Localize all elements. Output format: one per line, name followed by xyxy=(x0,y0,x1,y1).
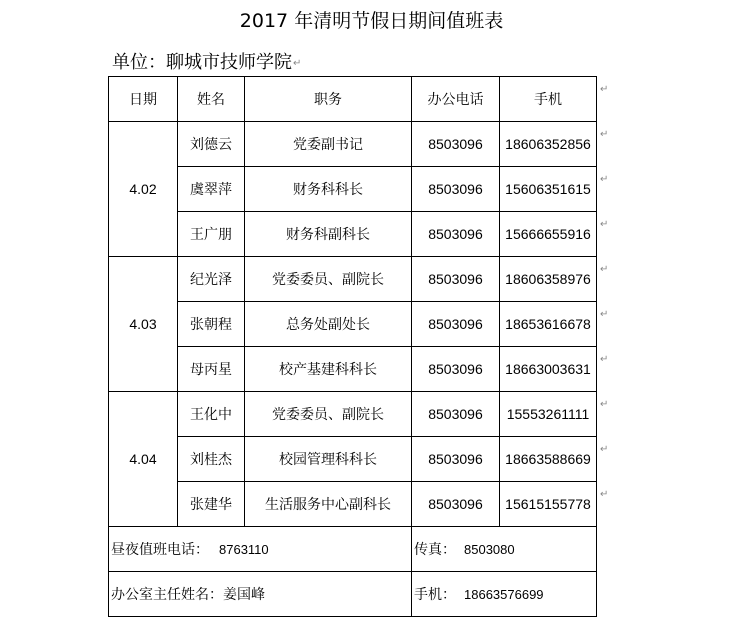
header-office-phone: 办公电话 xyxy=(412,77,500,122)
duty-table xyxy=(108,76,597,617)
office-phone-cell: 8503096 xyxy=(412,167,500,212)
name-cell: 刘桂杰 xyxy=(178,437,245,482)
row-end-marker: ↵ xyxy=(600,444,609,455)
row-end-marker: ↵ xyxy=(600,174,609,185)
mobile-cell: 18663588669 xyxy=(500,437,597,482)
mobile-cell: 18606352856 xyxy=(500,122,597,167)
header-date: 日期 xyxy=(109,77,178,122)
header-mobile: 手机 xyxy=(500,77,597,122)
name-cell: 王广朋 xyxy=(178,212,245,257)
name-cell: 刘德云 xyxy=(178,122,245,167)
date-cell: 4.04 xyxy=(109,392,178,527)
table-row xyxy=(109,122,597,167)
position-cell: 生活服务中心副科长 xyxy=(245,482,412,527)
duty-phone-label: 昼夜值班电话： xyxy=(111,542,209,558)
director-cell xyxy=(109,572,412,617)
table-row xyxy=(109,437,597,482)
mobile-cell: 15606351615 xyxy=(500,167,597,212)
office-phone-cell: 8503096 xyxy=(412,482,500,527)
footer-row-director xyxy=(109,572,597,617)
director-label: 办公室主任姓名： xyxy=(111,587,223,603)
duty-phone-value: 8763110 xyxy=(219,542,269,557)
table-row xyxy=(109,392,597,437)
position-cell: 党委委员、副院长 xyxy=(245,392,412,437)
office-phone-cell: 8503096 xyxy=(412,347,500,392)
name-cell: 张建华 xyxy=(178,482,245,527)
row-end-marker: ↵ xyxy=(600,219,609,230)
duty-phone-cell xyxy=(109,527,412,572)
position-cell: 校园管理科科长 xyxy=(245,437,412,482)
fax-cell xyxy=(412,527,597,572)
mobile-cell: 18606358976 xyxy=(500,257,597,302)
office-phone-cell: 8503096 xyxy=(412,392,500,437)
office-phone-cell: 8503096 xyxy=(412,437,500,482)
page-title: 2017 年清明节假日期间值班表 xyxy=(239,10,504,32)
mobile-cell: 15553261111 xyxy=(500,392,597,437)
position-cell: 校产基建科科长 xyxy=(245,347,412,392)
position-cell: 总务处副处长 xyxy=(245,302,412,347)
unit-label: 单位：聊城市技师学院↵ xyxy=(112,52,302,73)
row-end-marker: ↵ xyxy=(600,309,609,320)
table-row xyxy=(109,167,597,212)
mobile-cell: 15666655916 xyxy=(500,212,597,257)
mobile-cell: 15615155778 xyxy=(500,482,597,527)
fax-value: 8503080 xyxy=(464,542,515,557)
name-cell: 纪光泽 xyxy=(178,257,245,302)
director-name: 姜国峰 xyxy=(223,587,265,603)
director-mobile-value: 18663576699 xyxy=(464,587,544,602)
table-row xyxy=(109,212,597,257)
row-end-marker: ↵ xyxy=(600,84,609,95)
header-row xyxy=(109,77,597,122)
row-end-marker: ↵ xyxy=(600,399,609,410)
name-cell: 母丙星 xyxy=(178,347,245,392)
header-name: 姓名 xyxy=(178,77,245,122)
office-phone-cell: 8503096 xyxy=(412,257,500,302)
date-cell: 4.02 xyxy=(109,122,178,257)
table-row xyxy=(109,347,597,392)
director-mobile-cell xyxy=(412,572,597,617)
date-cell: 4.03 xyxy=(109,257,178,392)
position-cell: 财务科副科长 xyxy=(245,212,412,257)
office-phone-cell: 8503096 xyxy=(412,212,500,257)
mobile-cell: 18653616678 xyxy=(500,302,597,347)
table-row xyxy=(109,482,597,527)
footer-row-duty-phone xyxy=(109,527,597,572)
row-end-marker: ↵ xyxy=(600,129,609,140)
table-row xyxy=(109,257,597,302)
row-end-marker: ↵ xyxy=(600,354,609,365)
office-phone-cell: 8503096 xyxy=(412,302,500,347)
header-position: 职务 xyxy=(245,77,412,122)
position-cell: 党委副书记 xyxy=(245,122,412,167)
director-mobile-label: 手机： xyxy=(414,587,456,603)
name-cell: 虞翠萍 xyxy=(178,167,245,212)
mobile-cell: 18663003631 xyxy=(500,347,597,392)
fax-label: 传真： xyxy=(414,542,456,558)
name-cell: 张朝程 xyxy=(178,302,245,347)
table-row xyxy=(109,302,597,347)
office-phone-cell: 8503096 xyxy=(412,122,500,167)
row-end-marker: ↵ xyxy=(600,489,609,500)
position-cell: 财务科科长 xyxy=(245,167,412,212)
position-cell: 党委委员、副院长 xyxy=(245,257,412,302)
name-cell: 王化中 xyxy=(178,392,245,437)
row-end-marker: ↵ xyxy=(600,264,609,275)
